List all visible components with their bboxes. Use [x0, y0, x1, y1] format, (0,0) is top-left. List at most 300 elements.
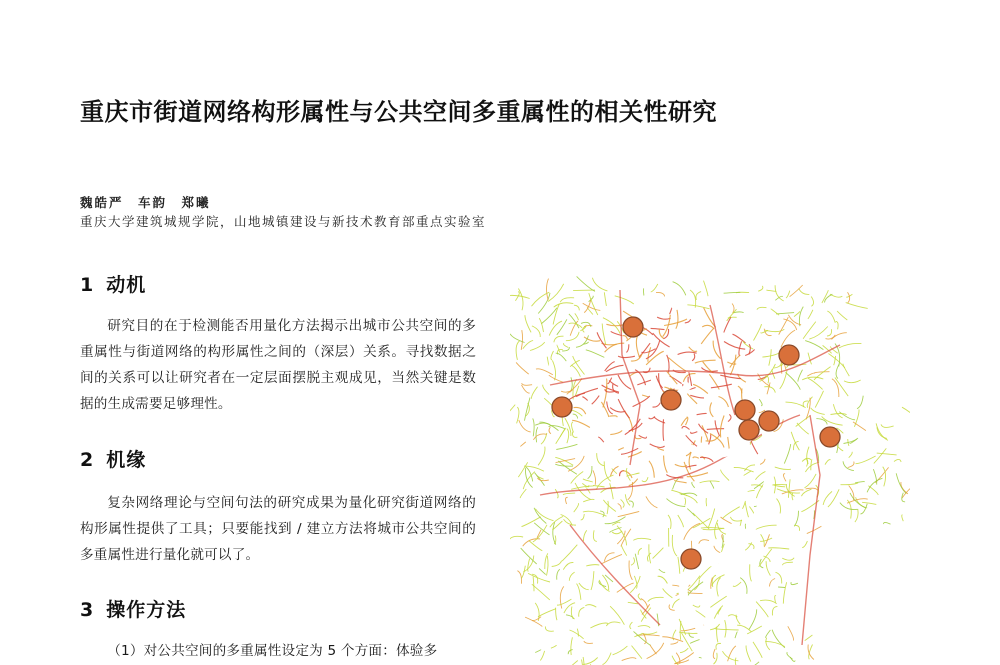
street-segment: [532, 617, 541, 621]
street-segment: [622, 658, 637, 661]
street-segment: [650, 645, 656, 654]
street-segment: [618, 399, 629, 418]
street-segment: [653, 548, 664, 559]
street-segment: [715, 629, 738, 630]
street-segment: [651, 284, 658, 292]
street-segment: [837, 311, 847, 320]
street-segment: [710, 403, 713, 417]
street-segment: [689, 347, 697, 352]
public-space-marker: [661, 390, 681, 410]
street-segment: [564, 519, 577, 525]
street-segment: [552, 561, 562, 567]
street-segment: [725, 620, 726, 637]
street-segment: [827, 311, 835, 323]
street-segment: [663, 315, 671, 337]
street-segment: [788, 479, 790, 498]
paper-affiliation: 重庆大学建筑城规学院，山地城镇建设与新技术教育部重点实验室: [80, 214, 487, 229]
street-segment: [848, 292, 850, 303]
street-segment: [601, 402, 608, 417]
street-segment: [521, 330, 522, 350]
street-segment: [571, 486, 593, 489]
street-segment: [549, 321, 562, 336]
street-segment: [902, 515, 904, 521]
street-segment: [564, 343, 569, 347]
street-segment: [545, 626, 553, 631]
street-segment: [707, 429, 724, 430]
street-segment: [650, 444, 665, 448]
public-space-markers: [552, 317, 840, 569]
street-segment: [547, 279, 549, 301]
street-segment: [846, 303, 868, 309]
public-space-marker: [779, 345, 799, 365]
street-segment: [775, 596, 776, 603]
street-segment: [539, 318, 543, 332]
street-segment: [783, 319, 796, 330]
street-segment: [533, 576, 534, 591]
street-segment: [588, 466, 592, 479]
street-segment: [638, 594, 641, 601]
street-segment: [783, 562, 793, 565]
street-segment: [667, 499, 686, 507]
street-segment: [567, 429, 569, 444]
street-segment: [557, 599, 571, 605]
street-segment: [551, 351, 554, 360]
section-heading-1: [80, 270, 146, 297]
street-segment: [856, 456, 876, 464]
street-segment: [850, 493, 865, 508]
street-segment: [532, 387, 538, 399]
street-segment: [693, 457, 699, 458]
street-segment: [855, 482, 865, 483]
street-segment: [877, 453, 897, 455]
street-segment: [573, 432, 578, 438]
street-segment: [719, 397, 729, 408]
section-title: 动机: [106, 274, 147, 296]
street-segment: [724, 342, 745, 350]
street-segment: [862, 502, 876, 504]
street-segment: [571, 607, 574, 619]
street-segment: [839, 412, 855, 420]
street-segment: [566, 332, 579, 341]
street-segment: [883, 467, 886, 487]
street-segment: [671, 642, 679, 645]
street-segment: [713, 649, 715, 659]
street-segment: [808, 378, 823, 389]
street-segment: [836, 321, 838, 329]
street-segment: [840, 503, 858, 510]
street-segment: [740, 578, 747, 594]
street-segment: [807, 373, 815, 376]
street-segment: [759, 549, 772, 567]
street-segment: [621, 448, 638, 454]
street-segment: [613, 646, 628, 655]
street-segment: [759, 399, 762, 406]
street-segment: [657, 614, 658, 627]
street-segment: [516, 362, 529, 374]
street-segment: [764, 329, 771, 336]
street-segment: [609, 416, 617, 417]
street-segment: [704, 281, 709, 297]
street-segment: [760, 538, 772, 541]
street-segment: [510, 536, 523, 541]
street-segment: [541, 433, 547, 444]
street-segment: [727, 309, 737, 321]
street-segment: [577, 584, 581, 600]
street-segment: [766, 290, 776, 291]
street-segment: [554, 303, 574, 307]
street-segment: [844, 380, 861, 383]
street-segment: [598, 437, 604, 442]
paper-authors: 魏皓严 车韵 郑曦: [80, 195, 211, 210]
street-segment: [760, 600, 777, 604]
street-segment: [593, 470, 596, 484]
street-segment: [528, 559, 530, 572]
street-segment: [735, 658, 740, 665]
street-segment: [567, 661, 578, 665]
street-segment: [811, 408, 825, 415]
street-segment: [692, 482, 695, 488]
street-segment: [563, 562, 573, 569]
street-segment: [766, 630, 771, 638]
street-segment: [833, 404, 842, 418]
street-segment: [806, 488, 818, 490]
street-segment: [678, 557, 680, 574]
street-segment: [610, 483, 614, 499]
street-network: [510, 276, 910, 665]
street-segment: [533, 418, 534, 436]
street-segment: [558, 461, 577, 474]
street-network-map: [510, 265, 910, 665]
street-segment: [691, 432, 698, 434]
street-segment: [808, 310, 813, 319]
street-segment: [536, 427, 538, 442]
street-segment: [788, 626, 794, 640]
street-segment: [532, 326, 540, 337]
street-segment: [794, 511, 798, 527]
street-segment: [572, 420, 590, 427]
street-segment: [585, 605, 596, 607]
street-segment: [693, 384, 708, 393]
street-segment: [775, 285, 784, 301]
street-segment: [709, 435, 711, 445]
street-segment: [582, 397, 587, 401]
street-segment: [584, 641, 593, 643]
street-segment: [541, 308, 557, 324]
street-segment: [574, 503, 579, 512]
street-segment: [693, 605, 700, 607]
street-segment: [517, 571, 521, 584]
street-segment: [517, 407, 519, 423]
street-segment: [556, 429, 565, 444]
street-segment: [633, 396, 650, 407]
street-segment: [607, 501, 608, 514]
street-segment: [574, 407, 586, 414]
street-segment: [723, 507, 740, 519]
street-segment: [555, 457, 573, 465]
street-segment: [617, 531, 625, 544]
section-title: 机缘: [106, 449, 147, 471]
street-segment: [638, 626, 650, 628]
street-segment: [636, 335, 639, 358]
section-number: 1: [80, 274, 95, 296]
street-segment: [783, 582, 786, 603]
street-segment: [743, 501, 746, 509]
street-segment: [721, 517, 732, 524]
street-segment: [672, 535, 677, 556]
street-segment: [857, 396, 863, 409]
street-segment: [805, 635, 813, 641]
street-segment: [583, 530, 586, 541]
street-segment: [774, 363, 782, 368]
street-segment: [547, 357, 548, 365]
street-segment: [539, 568, 546, 574]
street-segment: [799, 289, 810, 295]
street-segment: [548, 284, 564, 302]
street-segment: [682, 633, 693, 651]
street-segment: [777, 499, 781, 514]
street-segment: [597, 453, 605, 466]
public-space-marker: [623, 317, 643, 337]
street-segment: [532, 584, 550, 600]
street-segment: [549, 427, 551, 434]
street-segment: [525, 617, 542, 626]
street-segment: [603, 500, 616, 512]
street-segment: [749, 507, 754, 515]
street-segment: [573, 414, 578, 418]
street-segment: [583, 479, 593, 482]
street-segment: [717, 578, 721, 597]
street-segment: [583, 303, 601, 310]
street-segment: [721, 470, 729, 481]
street-segment: [771, 309, 779, 315]
public-space-marker: [681, 549, 701, 569]
street-segment: [576, 335, 589, 347]
section-heading-3: [80, 595, 186, 622]
street-segment: [656, 292, 665, 296]
street-segment: [586, 565, 599, 566]
street-segment: [630, 622, 633, 629]
section-number: 3: [80, 599, 95, 621]
street-segment: [823, 491, 832, 505]
street-segment: [518, 462, 527, 477]
street-segment: [562, 545, 577, 561]
street-segment: [700, 481, 720, 483]
street-segment: [695, 360, 716, 363]
street-segment: [798, 370, 803, 382]
street-segment: [648, 347, 651, 361]
street-segment: [540, 651, 544, 661]
street-segment: [615, 296, 634, 304]
street-segment: [629, 561, 632, 580]
street-segment: [603, 653, 612, 665]
street-segment: [628, 602, 638, 604]
street-segment: [573, 356, 585, 375]
street-segment: [524, 466, 544, 471]
street-segment: [664, 319, 687, 326]
street-segment: [673, 478, 679, 489]
street-segment: [576, 388, 598, 396]
street-segment: [629, 501, 633, 508]
street-segment: [754, 324, 762, 340]
street-segment: [668, 358, 686, 372]
street-segment: [716, 643, 721, 649]
public-space-marker: [739, 420, 759, 440]
street-segment: [772, 607, 777, 616]
street-segment: [620, 471, 624, 477]
street-segment: [569, 572, 574, 581]
street-segment: [648, 597, 664, 601]
street-segment: [609, 381, 618, 387]
street-segment: [701, 328, 714, 344]
street-segment: [783, 474, 786, 482]
street-segment: [669, 605, 675, 611]
street-segment: [760, 459, 765, 465]
street-segment: [733, 582, 741, 586]
street-segment: [569, 323, 583, 328]
street-segment: [659, 569, 665, 572]
street-segment: [604, 292, 606, 306]
street-segment: [551, 645, 557, 648]
street-segment: [556, 608, 557, 621]
street-segment: [554, 336, 564, 342]
street-segment: [680, 494, 698, 503]
street-segment: [805, 474, 817, 488]
street-segment: [601, 554, 622, 564]
street-segment: [791, 582, 798, 585]
street-segment: [618, 448, 624, 451]
street-segment: [538, 609, 556, 617]
street-segment: [902, 407, 910, 415]
street-segment: [560, 586, 564, 608]
street-segment: [577, 629, 578, 637]
street-segment: [536, 369, 553, 375]
street-segment: [685, 498, 686, 506]
street-segment: [680, 648, 688, 653]
street-segment: [753, 642, 762, 658]
street-segment: [625, 411, 633, 432]
street-segment: [563, 493, 575, 495]
street-segment: [795, 525, 800, 530]
street-segment: [693, 518, 711, 528]
street-segment: [549, 375, 563, 382]
street-segment: [802, 377, 823, 380]
street-segment: [622, 546, 627, 556]
street-segment: [560, 298, 574, 303]
street-segment: [566, 497, 568, 504]
street-segment: [848, 462, 854, 468]
street-segment: [710, 481, 714, 489]
street-segment: [522, 383, 533, 385]
street-segment: [766, 638, 770, 650]
street-segment: [805, 341, 823, 350]
street-segment: [565, 418, 571, 436]
public-space-marker: [820, 427, 840, 447]
street-segment: [784, 444, 790, 464]
street-segment: [797, 423, 809, 434]
street-segment: [535, 650, 541, 653]
street-segment: [575, 313, 579, 320]
street-segment: [827, 329, 832, 336]
street-segment: [686, 465, 697, 467]
street-segment: [780, 370, 788, 389]
street-segment: [757, 307, 767, 309]
public-space-marker: [735, 400, 755, 420]
street-segment: [647, 643, 664, 659]
street-segment: [802, 541, 807, 548]
street-segment: [884, 522, 891, 524]
street-segment: [678, 515, 684, 527]
street-segment: [612, 531, 622, 534]
street-segment: [811, 297, 813, 307]
arterial-road: [802, 415, 820, 645]
street-segment: [776, 572, 782, 583]
street-segment: [786, 402, 806, 408]
street-segment: [849, 452, 853, 458]
street-segment: [764, 387, 775, 393]
street-segment: [592, 396, 600, 405]
street-segment: [815, 391, 823, 408]
street-segment: [894, 459, 901, 462]
street-segment: [756, 602, 768, 618]
street-segment: [690, 395, 704, 398]
street-segment: [605, 517, 626, 524]
street-segment: [556, 459, 576, 463]
street-segment: [663, 419, 664, 441]
street-segment: [523, 472, 535, 490]
street-segment: [635, 554, 638, 569]
street-segment: [814, 367, 831, 380]
street-segment: [668, 515, 671, 529]
street-segment: [746, 646, 751, 662]
public-space-marker: [552, 397, 572, 417]
street-segment: [658, 576, 668, 583]
street-segment: [835, 378, 848, 397]
street-segment: [769, 349, 771, 365]
street-segment: [659, 329, 664, 339]
street-segment: [633, 538, 651, 540]
street-segment: [749, 609, 757, 629]
street-segment: [750, 564, 752, 581]
street-segment: [618, 356, 635, 357]
section-paragraph-1: 研究目的在于检测能否用量化方法揭示出城市公共空间的多重属性与街道网络的构形属性之间的（深层）关系。寻找数据之间的关系可以让研究者在一定层面摆脱主观成见，当然关键是数据的生成需要足够理性。: [80, 318, 476, 412]
street-segment: [787, 652, 793, 659]
street-segment: [547, 556, 549, 576]
street-segment: [651, 328, 665, 329]
street-segment: [617, 583, 634, 592]
street-segment: [522, 385, 530, 393]
street-segment: [544, 398, 552, 406]
street-segment: [626, 344, 628, 352]
street-segment: [572, 422, 574, 433]
street-segment: [586, 350, 605, 358]
street-segment: [523, 341, 533, 349]
street-segment: [515, 292, 519, 301]
street-segment: [561, 515, 573, 526]
street-segment: [761, 534, 765, 546]
street-segment: [779, 317, 789, 334]
street-segment: [758, 286, 763, 291]
street-segment: [687, 305, 709, 309]
section-paragraph-3: （1）对公共空间的多重属性设定为 5 个方面：体验多: [107, 643, 438, 659]
street-segment: [724, 292, 741, 293]
street-segment: [519, 420, 531, 432]
street-segment: [520, 489, 526, 498]
street-segment: [653, 403, 661, 407]
street-segment: [699, 540, 709, 544]
street-segment: [663, 589, 673, 598]
street-segment: [843, 364, 849, 376]
street-segment: [828, 354, 845, 369]
